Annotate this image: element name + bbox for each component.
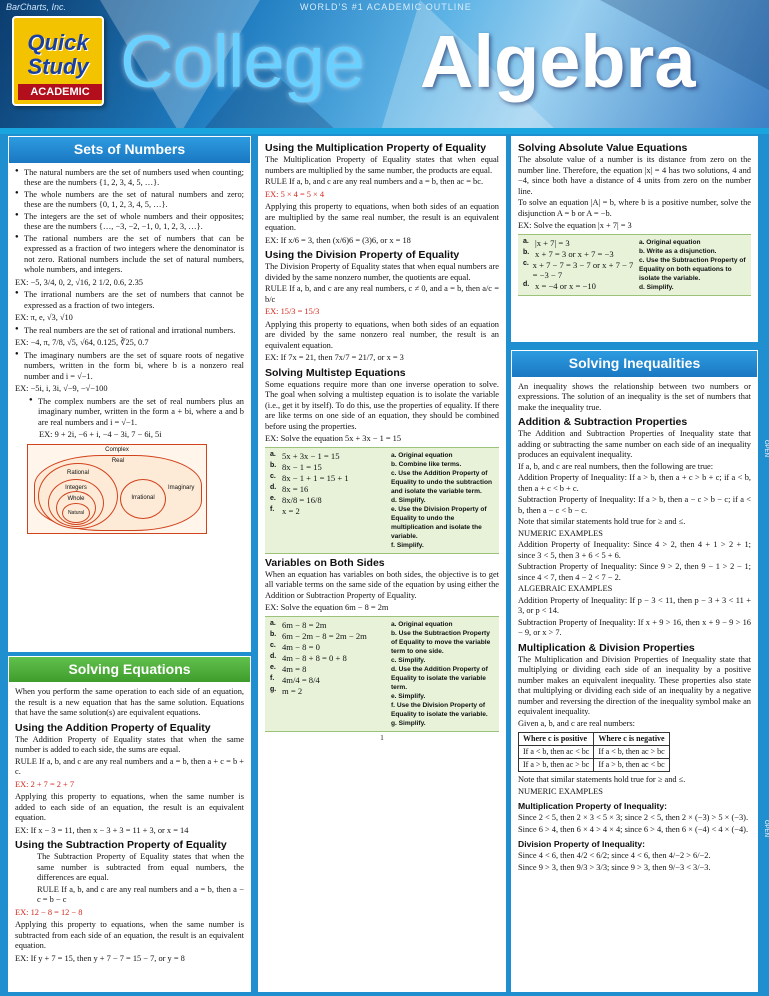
step-row — [270, 506, 391, 517]
division-inequality-example-1: Since 4 < 6, then 4/2 < 6/2; since 4 < 6, then 4/−2 > 6/−2. — [518, 851, 711, 860]
venn-label-rational: Rational — [66, 469, 89, 476]
step-equation: 8x − 1 = 15 — [282, 461, 322, 472]
step-note: b. Combine like terms. — [390, 460, 462, 468]
multistep-example: EX: Solve the equation 5x + 3x − 1 = 15 — [265, 434, 402, 443]
side-tab-open-upper: OPEN — [763, 440, 769, 458]
table-cell: If a > b, then ac < bc — [594, 759, 669, 772]
list-item: ● The imaginary numbers are the set of square roots of negative numbers, written in the form bi, where b is a nonzero real number and i = √−1. — [15, 351, 244, 383]
multistep-worked-example — [265, 447, 499, 554]
logo-academic: ACADEMIC — [18, 84, 102, 100]
numeric-addition-example: Addition Property of Inequality: Since 4 > 2, then 4 + 1 > 2 + 1; since 3 < 5, then 3 + 6 < 5 + 6. — [518, 540, 751, 560]
multiplication-property-text: The Multiplication Property of Equality states that when equal numbers are multiplied by the same number, the products are equal. — [265, 155, 499, 175]
subtraction-property-text: The Subtraction Property of Equality states that when the same number is subtracted from equal numbers, the differences are equal. — [37, 852, 244, 882]
publisher-name: BarCharts, Inc. — [6, 2, 67, 12]
step-label: a. — [270, 450, 276, 458]
step-equation: x = 2 — [282, 505, 300, 516]
example-rational: EX: −5, 3/4, 0, 2, √16, 2 1/2, 0.6, 2.35 — [15, 277, 143, 287]
table-header: Where c is negative — [594, 733, 669, 746]
absolute-value-panel — [511, 136, 758, 342]
step-label: e. — [270, 663, 276, 671]
venn-label-irrational: Irrational — [131, 494, 155, 501]
step-row — [523, 238, 639, 249]
section-band-solving-inequalities: Solving Inequalities — [511, 350, 758, 378]
numeric-examples-label-2: NUMERIC EXAMPLES — [518, 786, 603, 796]
division-inequality-example-2: Since 9 > 3, then 9/3 > 3/3; since 9 > 3, then 9/−3 < 3/−3. — [518, 862, 711, 872]
step-row — [270, 664, 391, 675]
example-real: EX: −4, π, 7/8, √5, √64, 0.125, ∛25, 0.7 — [15, 338, 149, 347]
multiplication-example-2: EX: If x/6 = 3, then (x/6)6 = (3)6, or x = 18 — [265, 235, 411, 245]
step-label: d. — [270, 483, 277, 491]
step-equation: 5x + 3x − 1 = 15 — [282, 450, 340, 461]
logo-word-study: Study — [27, 54, 89, 79]
step-note: d. Use the Addition Property of Equality to isolate the variable term. — [390, 665, 488, 691]
numeric-subtraction-example: Subtraction Property of Inequality: Since 9 > 2, then 9 − 1 > 2 − 1; since 4 < 7, then 4 − 2 < 7 − 2. — [518, 562, 751, 582]
addition-property-text: The Addition Property of Equality states that when the same number is added to each side, the sums are equal. — [15, 734, 244, 754]
side-tab-open-lower: OPEN — [763, 820, 769, 838]
absolute-value-worked-example — [518, 234, 751, 296]
step-note: c. Use the Addition Property of Equality to undo the subtraction and isolate the variable term. — [390, 469, 493, 495]
step-note: e. Simplify. — [390, 692, 426, 700]
step-label: f. — [270, 505, 275, 513]
number-set-list-3 — [15, 326, 244, 337]
step-row — [270, 462, 391, 473]
number-set-list-4 — [15, 351, 244, 383]
step-label: c. — [523, 259, 529, 267]
mult-div-property-table — [518, 732, 670, 772]
subtraction-property-rule: RULE If a, b, and c are any real numbers and a = b, then a − c = b − c — [37, 884, 244, 904]
inequality-note-2: Note that similar statements hold true for ≥ and ≤. — [518, 775, 686, 784]
multistep-heading: Solving Multistep Equations — [265, 366, 406, 379]
inequalities-panel — [511, 378, 758, 992]
division-example-1: EX: 15/3 = 15/3 — [265, 307, 320, 316]
absolute-value-text-2: To solve an equation |A| = b, where b is a positive number, solve the disjunction A = b or A = −b. — [518, 198, 751, 218]
division-property-heading: Using the Division Property of Equality — [265, 249, 460, 261]
multistep-step-notes — [391, 451, 494, 550]
step-equation: x + 7 − 7 = 3 − 7 or x + 7 − 7 = −3 − 7 — [532, 259, 634, 281]
venn-label-whole: Whole — [67, 495, 85, 502]
table-cell: If a < b, then ac > bc — [594, 746, 669, 759]
example-complex: EX: 9 + 2i, −6 + i, −4 − 3i, 7 − 6i, 5i — [39, 430, 162, 439]
multiplication-property-heading: Using the Multiplication Property of Equality — [265, 142, 487, 154]
subtraction-property-heading: Using the Subtraction Property of Equality — [15, 839, 227, 851]
step-equation: x + 7 = 3 or x + 7 = −3 — [535, 248, 614, 259]
multiplication-inequality-example-1: Since 2 < 5, then 2 × 3 < 5 × 3; since 2 < 5, then 2 × (−3) > 5 × (−3). — [518, 813, 749, 822]
variables-both-sides-heading: Variables on Both Sides — [265, 556, 385, 569]
step-label: g. — [270, 685, 277, 693]
list-item: ● The real numbers are the set of rational and irrational numbers. — [15, 326, 244, 337]
step-label: b. — [270, 461, 277, 469]
step-row — [523, 281, 639, 292]
solving-equations-intro: When you perform the same operation to each side of an equation, the result is a new equation that has the same solution. Equations that have the same solution(s) are equivalent equations. — [15, 687, 244, 717]
step-row — [270, 484, 391, 495]
step-equation: 4m − 8 + 8 = 0 + 8 — [282, 652, 347, 663]
mult-div-properties-text: The Multiplication and Division Properties of Inequality state that multiplying or dividing each side of an inequality by a positive number makes an equivalent inequality. These properties also state that multiplying or dividing each side of an inequality by a negative number and reversing the direction of the inequality symbol make an equivalent inequality. — [518, 654, 751, 716]
inequality-note-1: Note that similar statements hold true for ≥ and ≤. — [518, 517, 686, 526]
step-label: a. — [523, 237, 529, 245]
step-row — [270, 675, 391, 686]
addition-property-rule: RULE If a, b, and c are any real numbers and a = b, then a + c = b + c. — [15, 756, 244, 776]
step-equation: 8x/8 = 16/8 — [282, 494, 322, 505]
absolute-value-example: EX: Solve the equation |x + 7| = 3 — [518, 221, 632, 230]
multiplication-inequality-example-2: Since 6 > 4, then 6 × 4 > 4 × 4; since 6 > 4, then 6 × (−4) < 4 × (−4). — [518, 824, 749, 834]
multiplication-property-text-2: Applying this property to equations, when both sides of an equation are multiplied by the same real number, the result is an equivalent equation. — [265, 202, 499, 232]
add-sub-given: If a, b, and c are real numbers, then the following are true: — [518, 461, 714, 471]
multiplication-example-1: EX: 5 × 4 = 5 × 4 — [265, 189, 325, 199]
division-inequality-heading: Division Property of Inequality: — [518, 839, 646, 849]
step-note: d. Simplify. — [638, 283, 674, 291]
absolute-value-text: The absolute value of a number is its distance from zero on the number line. Therefore, the equation |x| = 4 has two solutions, 4 and −4, since both have a distance of 4 units from zero on the number line. — [518, 155, 751, 196]
list-item: ● The whole numbers are the set of natural numbers and zero; these are the numbers {0, 1, 2, 3, 4, 5, …}. — [15, 190, 244, 211]
variables-worked-example — [265, 616, 499, 732]
venn-natural-region — [62, 503, 90, 523]
variables-both-sides-text: When an equation has variables on both sides, the objective is to get all variable terms on the same side of the equation by using either the Addition or Subtraction Property of Equality. — [265, 569, 499, 600]
step-note: b. Write as a disjunction. — [638, 247, 717, 255]
addition-example-1: EX: 2 + 7 = 2 + 7 — [15, 779, 75, 789]
table-cell: If a < b, then ac < bc — [519, 746, 594, 759]
step-row — [270, 473, 391, 484]
step-note: e. Use the Division Property of Equality to undo the multiplication and isolate the variable. — [390, 505, 487, 540]
table-header-row — [519, 733, 670, 746]
quickstudy-logo — [12, 16, 104, 106]
variables-equation-steps — [270, 620, 391, 728]
step-equation: 8x = 16 — [282, 483, 309, 494]
page-number: 1 — [380, 733, 384, 742]
step-row — [270, 451, 391, 462]
list-item: ● The integers are the set of whole numbers and their opposites; these are the numbers {…, −3, −2, −1, 0, 1, 2, 3, …}. — [15, 212, 244, 233]
step-row — [270, 631, 391, 642]
header-banner — [0, 0, 769, 134]
addition-example-2: EX: If x − 3 = 11, then x − 3 + 3 = 11 + 3, or x = 14 — [15, 825, 189, 835]
number-set-list-5 — [29, 397, 244, 429]
step-row — [270, 620, 391, 631]
step-equation: m = 2 — [282, 685, 303, 696]
multistep-equation-steps — [270, 451, 391, 550]
step-equation: 4m − 8 = 0 — [282, 641, 320, 652]
step-equation: x = −4 or x = −10 — [535, 280, 596, 291]
table-row — [519, 759, 670, 772]
step-label: c. — [270, 641, 276, 649]
step-note: g. Simplify. — [390, 719, 426, 727]
step-note: c. Use the Subtraction Property of Equality on both equations to isolate the variable. — [638, 256, 746, 282]
step-row — [523, 249, 639, 260]
column-1 — [8, 136, 251, 992]
step-row — [523, 260, 639, 281]
number-set-list-2 — [15, 290, 244, 311]
step-equation: 8x − 1 + 1 = 15 + 1 — [282, 472, 349, 483]
table-cell: If a > b, then ac > bc — [519, 759, 594, 772]
division-example-2: EX: If 7x = 21, then 7x/7 = 21/7, or x = 3 — [265, 353, 404, 362]
tagline: WORLD'S #1 ACADEMIC OUTLINE — [300, 2, 472, 12]
numeric-examples-label: NUMERIC EXAMPLES — [518, 528, 603, 538]
mult-div-given: Given a, b, and c are real numbers: — [518, 718, 635, 728]
absolute-value-step-notes — [639, 238, 746, 292]
table-header: Where c is positive — [519, 733, 594, 746]
step-label: d. — [523, 280, 530, 288]
step-label: a. — [270, 619, 276, 627]
subtraction-inequality-property: Subtraction Property of Inequality: If a > b, then a − c > b − c; if a < b, then a − c < b − c. — [518, 495, 751, 515]
inequalities-intro: An inequality shows the relationship between two numbers or expressions. The solution of an inequality is the set of numbers that make the inequality true. — [518, 381, 751, 412]
section-band-sets-of-numbers: Sets of Numbers — [8, 136, 251, 164]
addition-property-heading: Using the Addition Property of Equality — [15, 721, 211, 734]
step-row — [270, 686, 391, 697]
subtraction-example-2: EX: If y + 7 = 15, then y + 7 − 7 = 15 − 7, or y = 8 — [15, 953, 185, 963]
algebraic-examples-label: ALGEBRAIC EXAMPLES — [518, 584, 613, 593]
mult-div-properties-heading: Multiplication & Division Properties — [518, 641, 695, 654]
variables-step-notes — [391, 620, 494, 728]
solving-equations-panel — [8, 683, 251, 992]
list-item: ● The rational numbers are the set of numbers that can be expressed as a fraction of two integers where the denominator is not zero. Rational numbers include the set of natural numbers, whole numbers, and integers. — [15, 234, 244, 276]
algebraic-addition-example: Addition Property of Inequality: If p − 3 < 11, then p − 3 + 3 < 11 + 3, or p < 14. — [518, 595, 751, 615]
column-3 — [511, 136, 758, 992]
algebraic-subtraction-example: Subtraction Property of Inequality: If x + 9 > 16, then x + 9 − 9 > 16 − 9, or x > 7. — [518, 617, 751, 637]
division-property-rule: RULE If a, b, and c are any real numbers, c ≠ 0, and a = b, then a/c = b/c — [265, 284, 499, 304]
add-sub-properties-heading: Addition & Subtraction Properties — [518, 416, 688, 428]
multistep-text: Some equations require more than one inverse operation to solve. The goal when solving a multistep equation is to isolate the variable (i.e., get it by itself). To do this, use the properties of equality. If there are like terms on one side of an equation, they should be combined before using the properties. — [265, 379, 499, 431]
page-title-part1: College — [120, 20, 364, 103]
step-note: b. Use the Subtraction Property of Equality to move the variable term to one side. — [390, 629, 491, 655]
venn-label-imaginary: Imaginary — [168, 484, 195, 491]
absolute-value-heading: Solving Absolute Value Equations — [518, 142, 688, 154]
venn-label-natural: Natural — [67, 509, 85, 516]
number-set-list — [15, 168, 244, 276]
step-equation: 6m − 8 = 2m — [282, 619, 327, 630]
step-note: d. Simplify. — [390, 496, 426, 504]
subtraction-example-1: EX: 12 − 8 = 12 − 8 — [15, 907, 83, 917]
step-row — [270, 653, 391, 664]
multiplication-inequality-heading: Multiplication Property of Inequality: — [518, 801, 667, 811]
sets-of-numbers-panel — [8, 164, 251, 652]
addition-inequality-property: Addition Property of Inequality: If a > b, then a + c > b + c; if a < b, then a + c < b + c. — [518, 473, 751, 493]
table-row — [519, 746, 670, 759]
list-item: ● The natural numbers are the set of numbers used when counting; these are the numbers {1, 2, 3, 4, 5, …}. — [15, 168, 244, 189]
step-note: c. Simplify. — [390, 656, 426, 664]
step-note: a. Original equation — [390, 451, 453, 459]
venn-label-real: Real — [111, 457, 125, 464]
section-band-solving-equations: Solving Equations — [8, 656, 251, 684]
step-label: f. — [270, 674, 275, 682]
step-note: a. Original equation — [390, 620, 453, 628]
add-sub-properties-text: The Addition and Subtraction Properties of Inequality state that adding or subtracting the same number on each side of an inequality produces an equivalent inequality. — [518, 429, 751, 459]
absolute-value-equation-steps — [523, 238, 639, 292]
column-2 — [258, 136, 506, 992]
step-note: f. Use the Division Property of Equality to isolate the variable. — [390, 701, 488, 718]
example-irrational: EX: π, e, √3, √10 — [15, 313, 73, 322]
step-note: f. Simplify. — [390, 541, 424, 549]
step-equation: 4m = 8 — [282, 663, 307, 674]
step-row — [270, 495, 391, 506]
step-row — [270, 642, 391, 653]
step-equation: 4m/4 = 8/4 — [282, 674, 320, 685]
list-item: ● The complex numbers are the set of real numbers plus an imaginary number, written in the form a + bi, where a and b are real numbers and i = √−1. — [29, 397, 244, 429]
variables-both-sides-example: EX: Solve the equation 6m − 8 = 2m — [265, 603, 389, 612]
division-property-text-2: Applying this property to equations, when both sides of an equation are divided by the same nonzero real number, the result is an equivalent equation. — [265, 319, 499, 350]
step-note: a. Original equation — [638, 238, 701, 246]
step-label: b. — [270, 630, 277, 638]
list-item: ● The irrational numbers are the set of numbers that cannot be expressed as a fraction of two integers. — [15, 290, 244, 311]
step-equation: |x + 7| = 3 — [535, 237, 570, 248]
addition-property-text-2: Applying this property to equations, when the same number is added to each side of an equation, the result is an equivalent equation. — [15, 792, 244, 822]
header-rule — [0, 128, 769, 134]
venn-label-integers: Integers — [65, 484, 87, 491]
step-equation: 6m − 2m − 8 = 2m − 2m — [282, 630, 367, 641]
step-label: d. — [270, 652, 277, 660]
logo-word-quick: Quick — [27, 30, 89, 55]
venn-label-complex: Complex — [105, 446, 129, 453]
step-label: e. — [270, 494, 276, 502]
subtraction-property-text-2: Applying this property to equations, when the same number is subtracted from each side of an equation, the result is an equivalent equation. — [15, 920, 244, 950]
multiplication-property-rule: RULE If a, b, and c are any real numbers and a = b, then ac = bc. — [265, 177, 484, 186]
step-label: b. — [523, 248, 530, 256]
division-property-text: The Division Property of Equality states that when equal numbers are divided by the same nonzero number, the quotients are equal. — [265, 262, 499, 282]
venn-irrational-region — [120, 479, 166, 519]
step-label: c. — [270, 472, 276, 480]
number-sets-venn-diagram — [27, 444, 207, 534]
page-title-part2: Algebra — [420, 20, 696, 103]
example-imaginary: EX: −5i, i, 3i, √−9, −√−100 — [15, 384, 108, 393]
